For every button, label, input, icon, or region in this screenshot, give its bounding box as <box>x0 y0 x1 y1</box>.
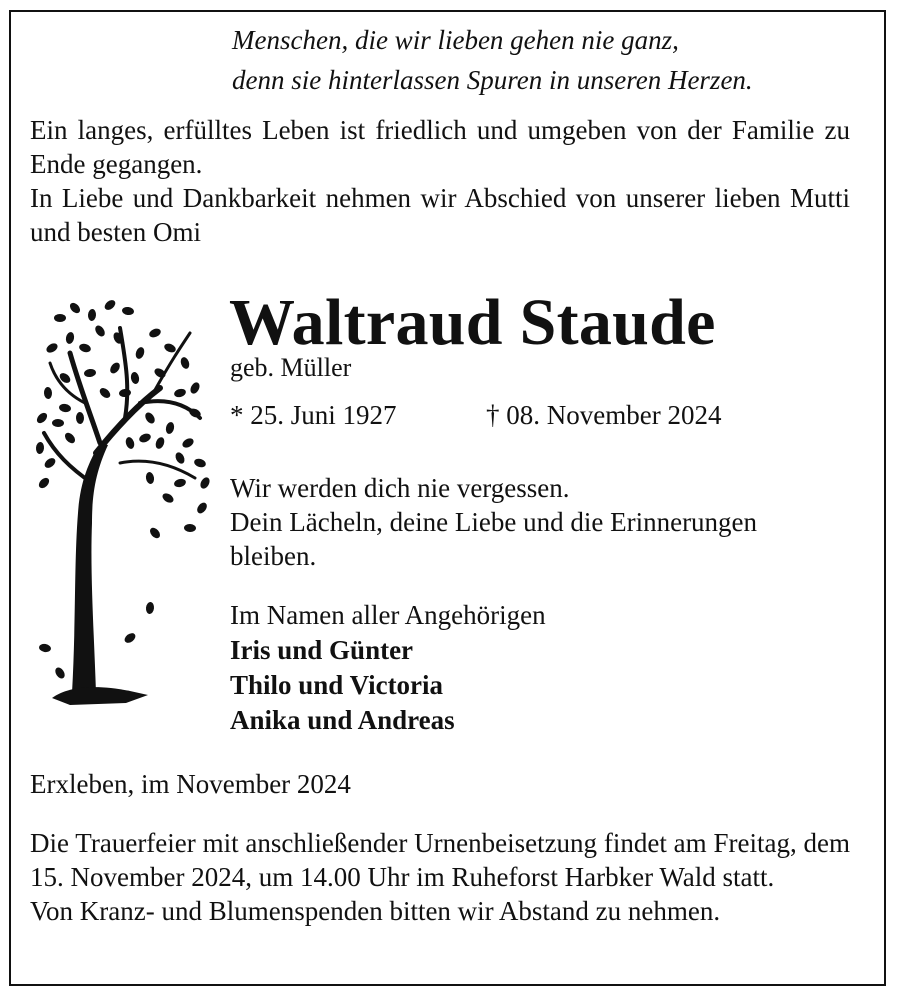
leaf-shape <box>52 419 64 427</box>
opening-quote <box>232 20 872 100</box>
leaf-shape <box>35 411 49 425</box>
memorial-verse <box>230 471 850 573</box>
leaf-shape <box>161 491 175 504</box>
leaf-shape <box>179 356 190 370</box>
leaf-shape <box>98 386 112 400</box>
ceremony-info <box>30 826 850 928</box>
leaf-shape <box>76 412 84 424</box>
quote-line: denn sie hinterlassen Spuren in unseren Herzen. <box>232 65 753 95</box>
leaf-shape <box>88 309 97 322</box>
leaf-shape <box>38 643 51 653</box>
leaf-shape <box>148 526 162 540</box>
leaf-shape <box>173 478 187 489</box>
leaf-shape <box>153 366 167 379</box>
intro-paragraph: Ein langes, erfülltes Leben ist friedlich und umgeben von der Familie zu Ende gegangen. <box>30 115 850 179</box>
leaf-shape <box>119 388 132 397</box>
verse-line: Dein Lächeln, deine Liebe und die Erinnerungen <box>230 507 758 537</box>
mourner-names: Thilo und Victoria <box>230 670 444 700</box>
leaf-shape <box>122 306 135 316</box>
life-dates <box>230 398 850 432</box>
leaf-shape <box>165 421 175 434</box>
deceased-name: Waltraud Staude <box>229 286 716 359</box>
leaf-shape <box>124 436 135 450</box>
leaf-shape <box>193 457 207 468</box>
leaf-shape <box>93 324 106 338</box>
leaf-shape <box>163 342 177 354</box>
place-date: Erxleben, im November 2024 <box>30 769 351 799</box>
ceremony-paragraph: Von Kranz- und Blumenspenden bitten wir Abstand zu nehmen. <box>30 896 721 926</box>
leaf-shape <box>184 524 196 532</box>
leaf-shape <box>145 471 155 484</box>
mourner-names: Anika und Andreas <box>230 705 455 735</box>
leaf-shape <box>145 602 154 615</box>
mourner-names: Iris und Günter <box>230 635 414 665</box>
leaf-shape <box>189 381 202 395</box>
leaf-shape <box>123 631 137 645</box>
leaf-shape <box>53 666 66 680</box>
leaf-shape <box>103 298 117 312</box>
mourners-signature <box>230 598 850 738</box>
verse-line: bleiben. <box>230 541 317 571</box>
tree-silhouette-icon <box>30 293 210 713</box>
leaf-shape <box>173 388 187 399</box>
leaf-shape <box>37 476 51 490</box>
leaf-shape <box>199 476 210 490</box>
leaf-shape <box>130 371 140 384</box>
leaf-shape <box>58 403 71 413</box>
leaf-shape <box>143 411 156 425</box>
leaf-shape <box>63 431 77 445</box>
verse-line: Wir werden dich nie vergessen. <box>230 473 570 503</box>
leaf-shape <box>43 456 57 470</box>
intro-text <box>30 113 850 249</box>
quote-line: Menschen, die wir lieben gehen nie ganz, <box>232 25 679 55</box>
leaf-shape <box>181 437 195 450</box>
leaf-shape <box>195 501 209 515</box>
leaf-shape <box>78 343 92 354</box>
ceremony-paragraph: Die Trauerfeier mit anschließender Urnenbeisetzung findet am Freitag, dem 15. November 2024, um 14.00 Uhr im Ruheforst Harbker Wald statt. <box>30 828 850 892</box>
leaf-shape <box>45 341 59 354</box>
leaf-shape <box>68 301 82 315</box>
leaf-shape <box>65 331 75 344</box>
signature-intro: Im Namen aller Angehörigen <box>230 600 546 630</box>
leaf-shape <box>108 361 122 375</box>
birth-name: geb. Müller <box>230 353 352 382</box>
birth-date: * 25. Juni 1927 <box>230 400 397 430</box>
leaf-shape <box>174 451 186 465</box>
leaf-shape <box>134 346 146 360</box>
leaf-shape <box>138 432 152 444</box>
death-date: † 08. November 2024 <box>486 400 722 430</box>
intro-paragraph: In Liebe und Dankbarkeit nehmen wir Abschied von unserer lieben Mutti und besten Omi <box>30 183 850 247</box>
leaf-shape <box>35 442 44 455</box>
leaf-shape <box>84 368 97 377</box>
leaf-shape <box>154 436 166 450</box>
leaf-shape <box>44 387 53 399</box>
leaf-shape <box>148 327 162 339</box>
leaf-shape <box>54 314 66 322</box>
